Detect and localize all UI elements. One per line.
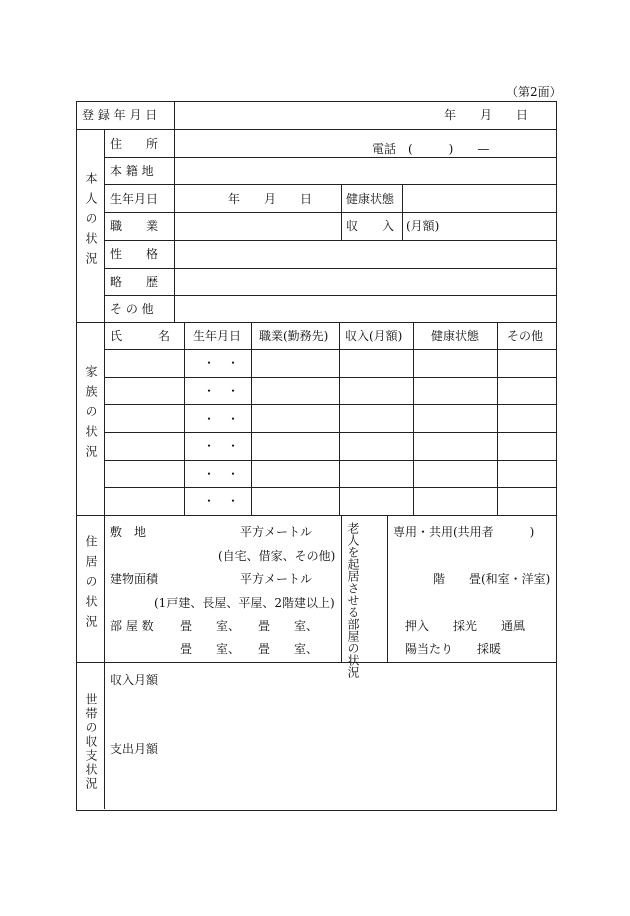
phone-field[interactable]: 電話 ( ) — — [372, 142, 490, 156]
family-header-job: 職業(勤務先) — [259, 329, 329, 343]
grid-line — [104, 184, 557, 185]
grid-line — [387, 515, 388, 662]
job-label: 職 業 — [110, 219, 159, 233]
section-divider — [104, 129, 105, 809]
monthly-expense-label: 支出月額 — [110, 742, 159, 756]
family-row-birth[interactable]: ・ ・ — [203, 412, 240, 426]
grid-line — [104, 295, 557, 296]
grid-line — [76, 515, 557, 516]
grid-line — [104, 157, 557, 158]
family-header-birth: 生年月日 — [193, 329, 242, 343]
grid-line — [104, 404, 557, 405]
grid-line — [104, 268, 557, 269]
grid-line — [76, 322, 557, 323]
family-row-birth[interactable]: ・ ・ — [203, 384, 240, 398]
sun-heat: 陽当たり 採暖 — [405, 642, 502, 656]
income-unit: (月額) — [406, 219, 440, 233]
family-row-birth[interactable]: ・ ・ — [203, 467, 240, 481]
monthly-income-label: 収入月額 — [110, 673, 159, 687]
health-label: 健康状態 — [346, 192, 395, 206]
family-row-birth[interactable]: ・ ・ — [203, 356, 240, 370]
family-header-income: 収入(月額) — [345, 329, 403, 343]
family-header-other: その他 — [507, 329, 544, 343]
form-frame — [76, 101, 557, 811]
page-number: （第2面） — [506, 85, 562, 99]
grid-line — [76, 129, 557, 130]
income-label: 収 入 — [346, 219, 395, 233]
grid-line — [104, 487, 557, 488]
character-label: 性 格 — [110, 247, 159, 261]
family-header-health: 健康状態 — [431, 329, 480, 343]
housing-section-title: 住居の状況 — [84, 535, 98, 635]
site-unit: 平方メートル — [240, 525, 313, 539]
family-header-name: 氏 名 — [110, 329, 171, 343]
family-section-title: 家族の状況 — [84, 365, 98, 465]
registration-date[interactable]: 年 月 日 — [444, 108, 529, 122]
family-row-birth[interactable]: ・ ・ — [203, 439, 240, 453]
birth-value[interactable]: 年 月 日 — [228, 192, 313, 206]
rooms-line-2: 畳 室、 畳 室、 — [180, 642, 319, 656]
building-type-options: (1戸建、長屋、平屋、2階建以上) — [154, 596, 335, 610]
rooms-label: 部 屋 数 — [110, 619, 154, 633]
rooms-line-1: 畳 室、 畳 室、 — [180, 619, 319, 633]
floor-area-unit: 平方メートル — [240, 572, 313, 586]
grid-line — [76, 662, 557, 663]
family-row-birth[interactable]: ・ ・ — [203, 494, 240, 508]
grid-line — [104, 460, 557, 461]
elder-room-label: 老人を起居させる部屋の状況 — [346, 522, 360, 678]
grid-line — [104, 377, 557, 378]
grid-line — [104, 240, 557, 241]
ownership-options: (自宅、借家、その他) — [218, 549, 336, 563]
history-label: 略 歴 — [110, 275, 159, 289]
domicile-label: 本 籍 地 — [110, 164, 154, 178]
grid-line — [104, 349, 557, 350]
floor-tatami: 階 畳(和室・洋室) — [433, 572, 551, 586]
household-section-title: 世帯の収支状況 — [84, 693, 98, 791]
grid-line — [174, 101, 175, 129]
other-label: そ の 他 — [110, 302, 154, 316]
address-label: 住 所 — [110, 137, 159, 151]
storage-light-air: 押入 採光 通風 — [405, 619, 526, 633]
grid-line — [104, 212, 557, 213]
birth-label: 生年月日 — [110, 192, 159, 206]
grid-line — [104, 432, 557, 433]
floor-area-label: 建物面積 — [110, 572, 159, 586]
site-label: 敷 地 — [110, 525, 147, 539]
grid-line — [341, 515, 342, 662]
usage-options: 専用・共用(共用者 ) — [393, 525, 535, 539]
registration-label: 登 録 年 月 日 — [82, 108, 158, 122]
self-section-title: 本人の状況 — [84, 172, 98, 272]
